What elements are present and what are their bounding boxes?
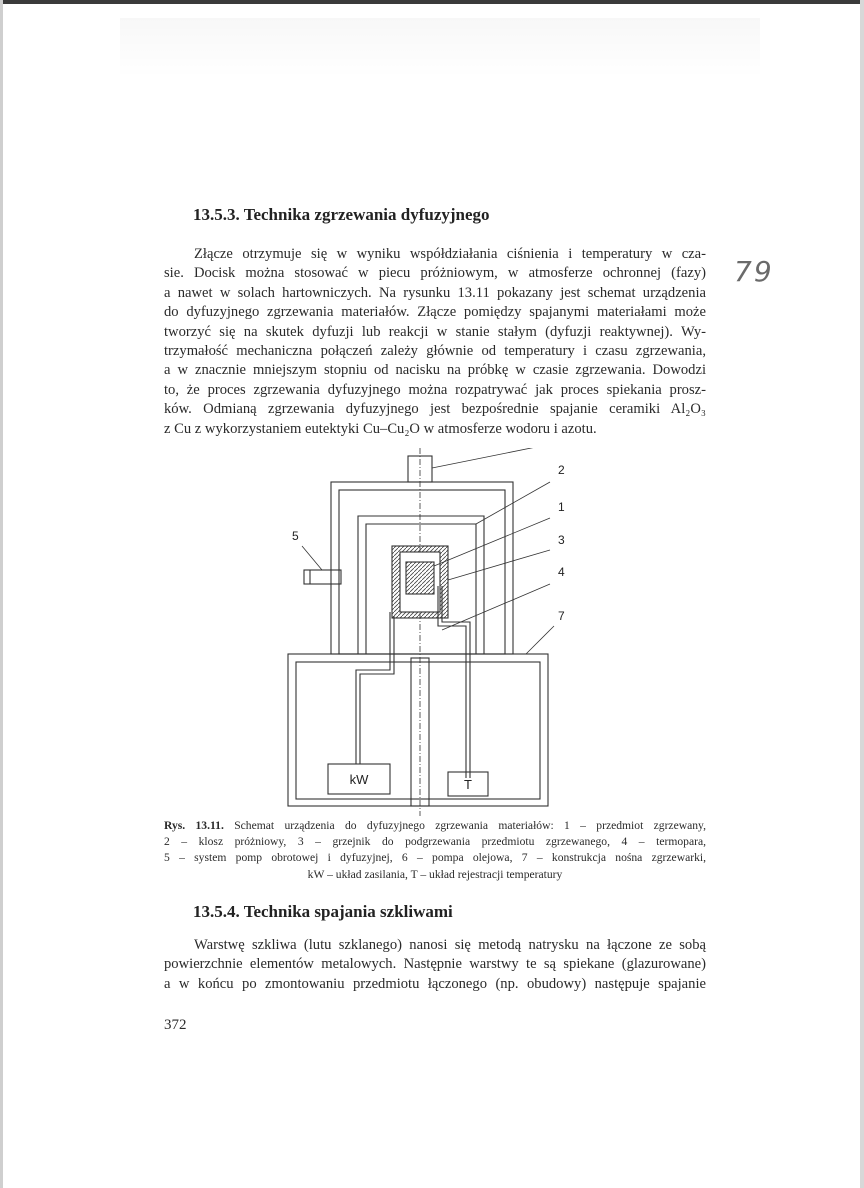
caption-label: Rys. 13.11. — [164, 819, 224, 832]
scan-bleed-through — [120, 18, 760, 78]
callout-2: 2 — [558, 463, 565, 477]
leader-6 — [432, 448, 556, 468]
paragraph-line: tworzyć się na skutek dyfuzji lub reakcji w stanie stałym (dyfuzji reaktywnej). Wy- — [164, 323, 706, 340]
paragraph-line: ków. Odmianą zgrzewania dyfuzyjnego jest bezpośrednie spajanie ceramiki Al₂O₃ — [164, 401, 706, 418]
callout-7: 7 — [558, 609, 565, 623]
paragraph-glass-bonding — [164, 936, 706, 994]
caption-line: kW – układ zasilania, T – układ rejestracji temperatury — [307, 867, 563, 881]
callout-4: 4 — [558, 565, 565, 579]
power-lead-right — [360, 616, 394, 764]
caption-line — [164, 818, 706, 834]
scan-top-edge — [0, 0, 864, 4]
power-lead-left — [356, 612, 390, 764]
paragraph-line: do dyfuzyjnego zgrzewania materiałów. Złącze pomiędzy spajanymi materiałami może — [164, 304, 706, 321]
paragraph-line: Warstwę szkliwa (lutu szklanego) nanosi się metodą natrysku na łączone ze sobą — [194, 937, 706, 953]
figure-caption — [164, 818, 706, 883]
paragraph-line: a w znacznie mniejszym stopniu od nacisku na próbkę w czasie zgrzewania. Dowodzi — [164, 362, 706, 379]
section-heading-glass-bonding: 13.5.4. Technika spajania szkliwami — [193, 902, 453, 921]
leader-7 — [526, 626, 554, 654]
paragraph-line: trzymałość mechaniczna połączeń zależy głównie od temperatury i czasu zgrzewania, — [164, 343, 706, 360]
support-structure-base — [288, 654, 548, 806]
scan-right-edge — [860, 0, 864, 1188]
leader-5 — [302, 546, 322, 570]
caption-text: Schemat urządzenia do dyfuzyjnego zgrzewania materiałów: 1 – przedmiot zgrzewany, — [223, 819, 706, 832]
diffusion-welding-apparatus-diagram — [286, 448, 586, 816]
paragraph-line: powierzchnie elementów metalowych. Następnie warstwy te są spiekane (glazurowane) — [164, 956, 706, 973]
paragraph-diffusion-welding — [164, 245, 706, 439]
support-structure-inner — [296, 662, 540, 799]
paragraph-line: z Cu z wykorzystaniem eutektyki Cu–Cu₂O w atmosferze wodoru i azotu. — [164, 420, 597, 437]
leader-3 — [448, 550, 550, 580]
caption-line: 2 – klosz próżniowy, 3 – grzejnik do podgrzewania przedmiotu zgrzewanego, 4 – termopara, — [164, 835, 706, 849]
caption-line: 5 – system pomp obrotowej i dyfuzyjnej, 6 – pompa olejowa, 7 – konstrukcja nośna zgrzewarki, — [164, 851, 706, 865]
paragraph-line: a w końcu po zmontowaniu przedmiotu łączonego (np. obudowy) następuje spajanie — [164, 975, 706, 992]
callout-1: 1 — [558, 500, 565, 514]
power-supply-label: kW — [349, 772, 369, 787]
handwritten-margin-note: 79 — [734, 255, 774, 288]
paragraph-line: Złącze otrzymuje się w wyniku współdziałania ciśnienia i temperatury w cza- — [194, 246, 706, 262]
section-heading-diffusion-welding: 13.5.3. Technika zgrzewania dyfuzyjnego — [193, 205, 490, 224]
paragraph-line: a nawet w solach hartowniczych. Na rysunku 13.11 pokazany jest schemat urządzenia — [164, 284, 706, 301]
welded-workpiece — [406, 562, 434, 594]
scan-left-edge — [0, 0, 3, 1188]
page-number: 372 — [164, 1017, 187, 1033]
paragraph-line: to, że proces zgrzewania dyfuzyjnego można rozpatrywać jak proces spiekania prosz- — [164, 381, 706, 398]
leader-4 — [442, 584, 550, 630]
paragraph-line: sie. Docisk można stosować w piecu próżniowym, w atmosferze ochronnej (fazy) — [164, 265, 706, 282]
leader-1 — [434, 518, 550, 566]
callout-5: 5 — [292, 529, 299, 543]
callout-3: 3 — [558, 533, 565, 547]
temperature-recorder-label: T — [464, 777, 472, 792]
